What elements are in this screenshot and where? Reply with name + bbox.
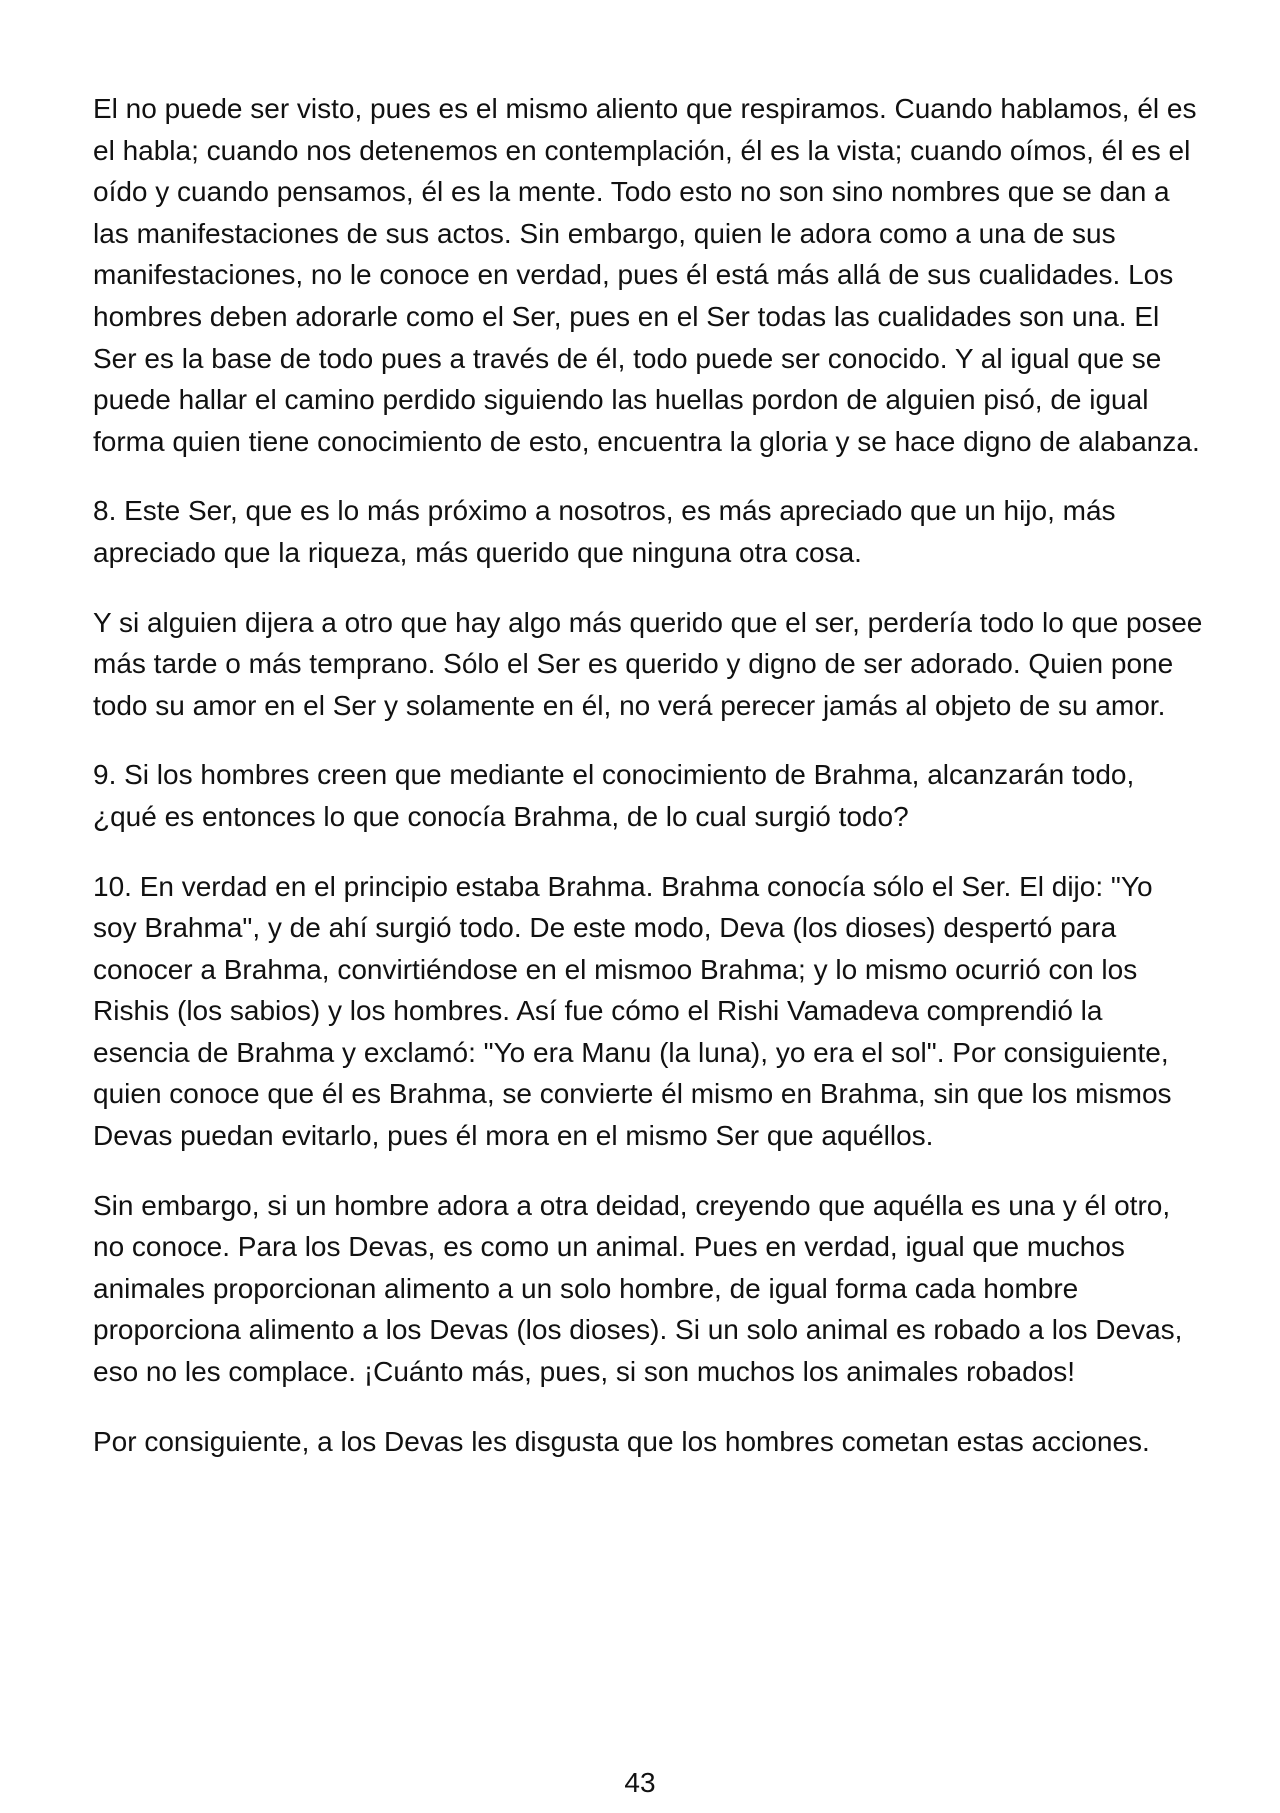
- paragraph: Sin embargo, si un hombre adora a otra deidad, creyendo que aquélla es una y él otro, no conoce. Para los Devas, es como un animal. Pues en verdad, igual que muchos animales proporcionan alimento a un solo hombre, de igual forma cada hombre proporciona alimento a los Devas (los dioses). Si un solo animal es robado a los Devas, eso no les complace. ¡Cuánto más, pues, si son muchos los animales robados!: [93, 1189, 1183, 1388]
- paragraph: 9. Si los hombres creen que mediante el conocimiento de Brahma, alcanzarán todo, ¿qué es entonces lo que conocía Brahma, de lo cual surgió todo?: [93, 759, 1135, 832]
- paragraph: Por consiguiente, a los Devas les disgusta que los hombres cometan estas acciones.: [93, 1425, 1150, 1457]
- paragraph: Y si alguien dijera a otro que hay algo más querido que el ser, perdería todo lo que posee más tarde o más temprano. Sólo el Ser es querido y digno de ser adorado. Quien pone todo su amor en el Ser y solamente en él, no verá perecer jamás al objeto de su amor.: [93, 606, 1203, 721]
- page-body: [93, 88, 1203, 1490]
- page-number: 43: [624, 1767, 656, 1798]
- paragraph: 10. En verdad en el principio estaba Brahma. Brahma conocía sólo el Ser. El dijo: "Yo soy Brahma", y de ahí surgió todo. De este modo, Deva (los dioses) despertó para conocer a Brahma, convirtiéndose en el mismoo Brahma; y lo mismo ocurrió con los Rishis (los sabios) y los hombres. Así fue cómo el Rishi Vamadeva comprendió la esencia de Brahma y exclamó: "Yo era Manu (la luna), yo era el sol". Por consiguiente, quien conoce que él es Brahma, se convierte él mismo en Brahma, sin que los mismos Devas puedan evitarlo, pues él mora en el mismo Ser que aquéllos.: [93, 870, 1172, 1152]
- paragraph: El no puede ser visto, pues es el mismo aliento que respiramos. Cuando hablamos, él es el habla; cuando nos detenemos en contemplación, él es la vista; cuando oímos, él es el oído y cuando pensamos, él es la mente. Todo esto no son sino nombres que se dan a las manifestaciones de sus actos. Sin embargo, quien le adora como a una de sus manifestaciones, no le conoce en verdad, pues él está más allá de sus cualidades. Los hombres deben adorarle como el Ser, pues en el Ser todas las cualidades son una. El Ser es la base de todo pues a través de él, todo puede ser conocido. Y al igual que se puede hallar el camino perdido siguiendo las huellas pordon de alguien pisó, de igual forma quien tiene conocimiento de esto, encuentra la gloria y se hace digno de alabanza.: [93, 93, 1200, 457]
- paragraph: 8. Este Ser, que es lo más próximo a nosotros, es más apreciado que un hijo, más apreciado que la riqueza, más querido que ninguna otra cosa.: [93, 495, 1116, 568]
